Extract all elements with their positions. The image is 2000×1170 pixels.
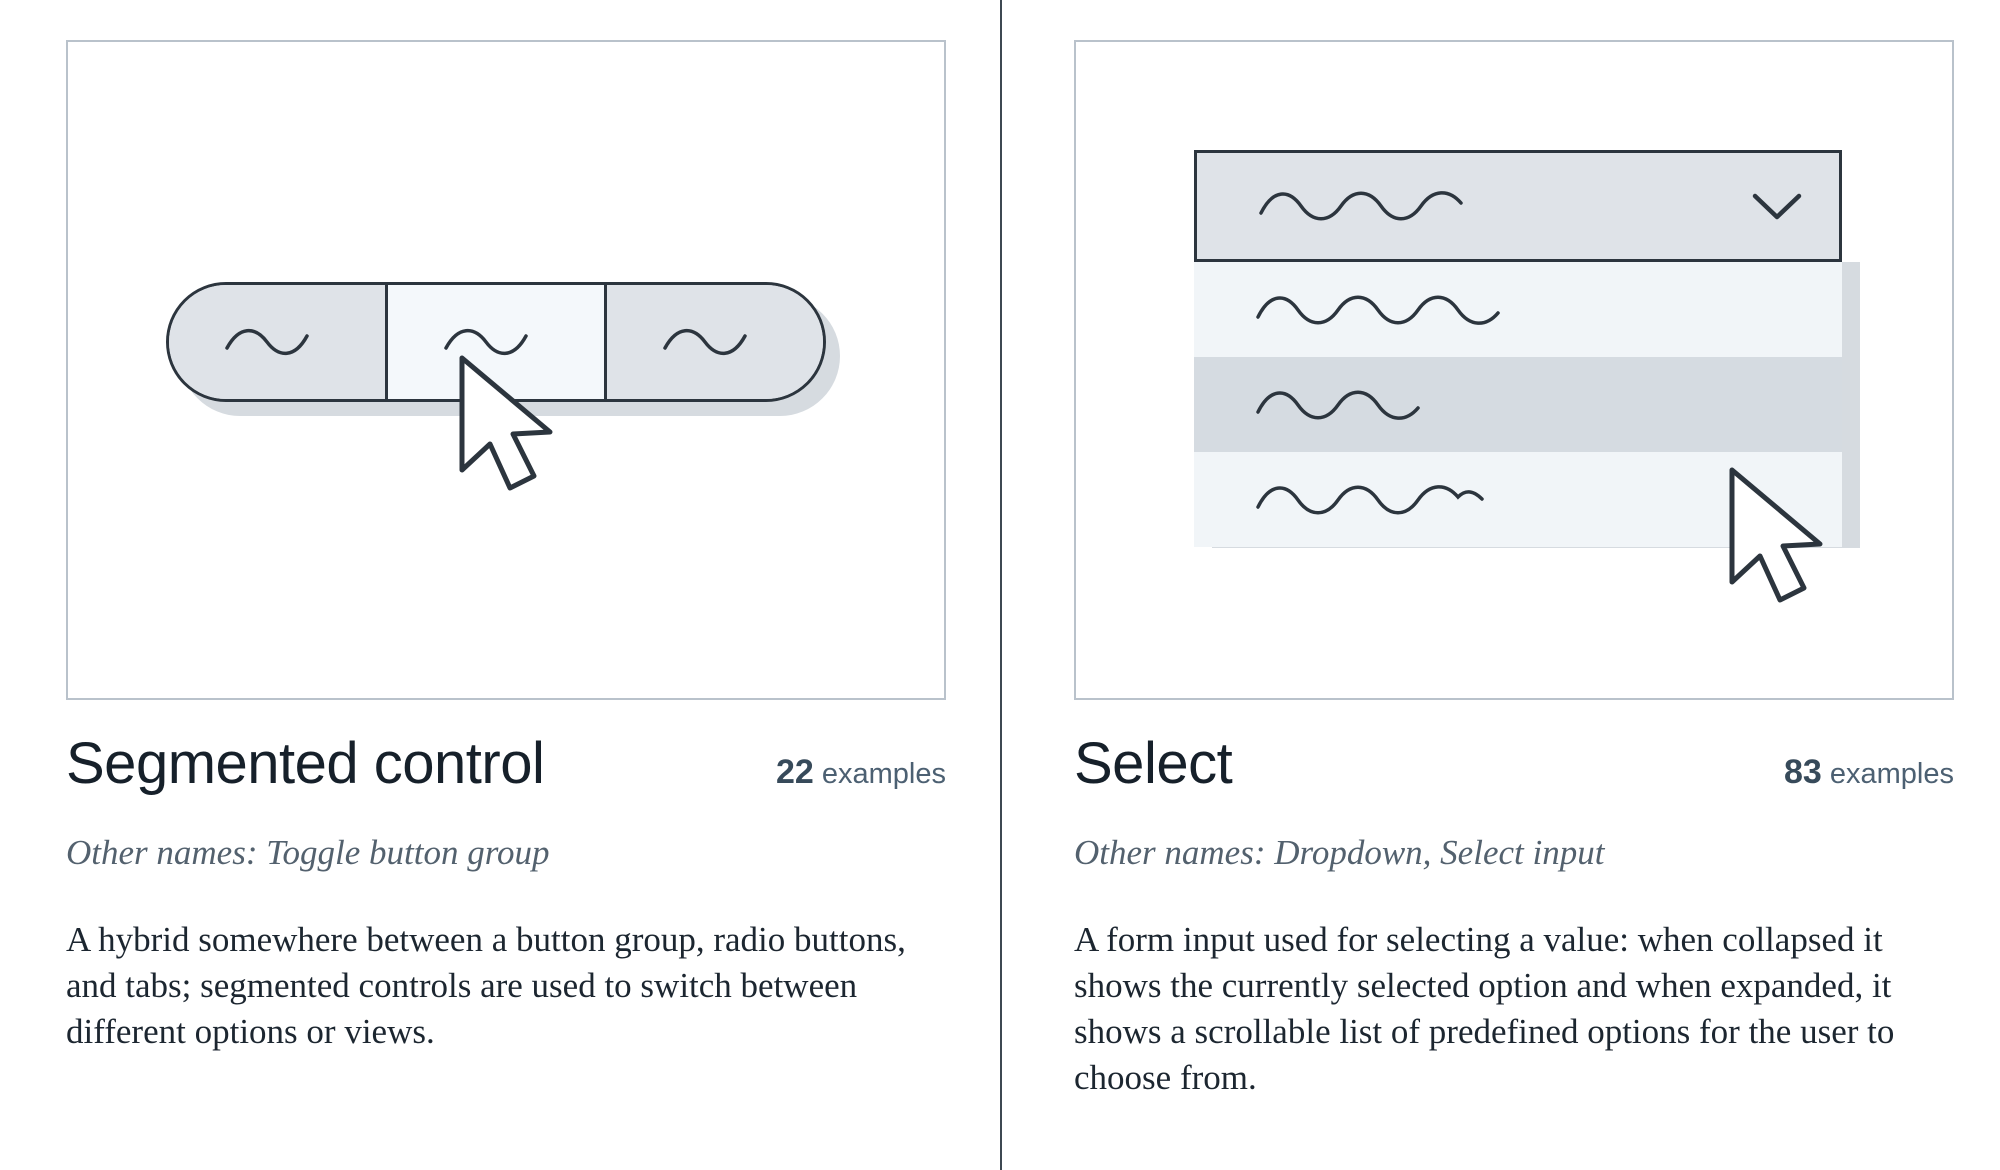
squiggle-icon	[436, 322, 556, 362]
squiggle-icon	[1253, 183, 1483, 229]
squiggle-icon	[1250, 382, 1450, 428]
page-title: Segmented control	[66, 731, 545, 796]
select-option-2[interactable]	[1194, 357, 1842, 452]
select-option-1[interactable]	[1194, 262, 1842, 357]
squiggle-icon	[217, 322, 337, 362]
examples-number: 83	[1783, 753, 1822, 791]
description: A form input used for selecting a value: when collapsed it shows the currently selected option and when expanded, it shows a scrollable list of predefined options for the user to choose from.	[1074, 919, 1895, 1098]
card-select[interactable]	[1000, 0, 2000, 1170]
squiggle-icon	[1250, 477, 1500, 523]
segment-option-3[interactable]	[607, 285, 823, 399]
other-names: Other names: Dropdown, Select input	[1074, 832, 1605, 872]
squiggle-icon	[1250, 287, 1520, 333]
select-trigger[interactable]	[1194, 150, 1842, 262]
illustration-segmented-control	[66, 40, 946, 700]
segment-option-1[interactable]	[169, 285, 385, 399]
examples-label: examples	[821, 758, 946, 790]
page-title: Select	[1074, 731, 1233, 796]
examples-count	[1784, 753, 1954, 792]
description: A hybrid somewhere between a button group, radio buttons, and tabs; segmented controls are used to switch between different options or views.	[66, 919, 906, 1052]
select-options-list[interactable]	[1194, 262, 1842, 547]
select-option-3[interactable]	[1194, 452, 1842, 547]
title-row	[1074, 731, 1954, 796]
chevron-down-icon[interactable]	[1749, 189, 1805, 223]
squiggle-icon	[655, 322, 775, 362]
examples-number: 22	[775, 753, 814, 791]
segmented-control-graphic	[166, 282, 846, 502]
other-names: Other names: Toggle button group	[66, 832, 550, 872]
title-row	[66, 731, 946, 796]
select-graphic	[1194, 150, 1874, 590]
illustration-select	[1074, 40, 1954, 700]
segmented-control[interactable]	[166, 282, 826, 402]
segment-option-2[interactable]	[385, 285, 607, 399]
examples-label: examples	[1829, 758, 1954, 790]
examples-count	[776, 753, 946, 792]
